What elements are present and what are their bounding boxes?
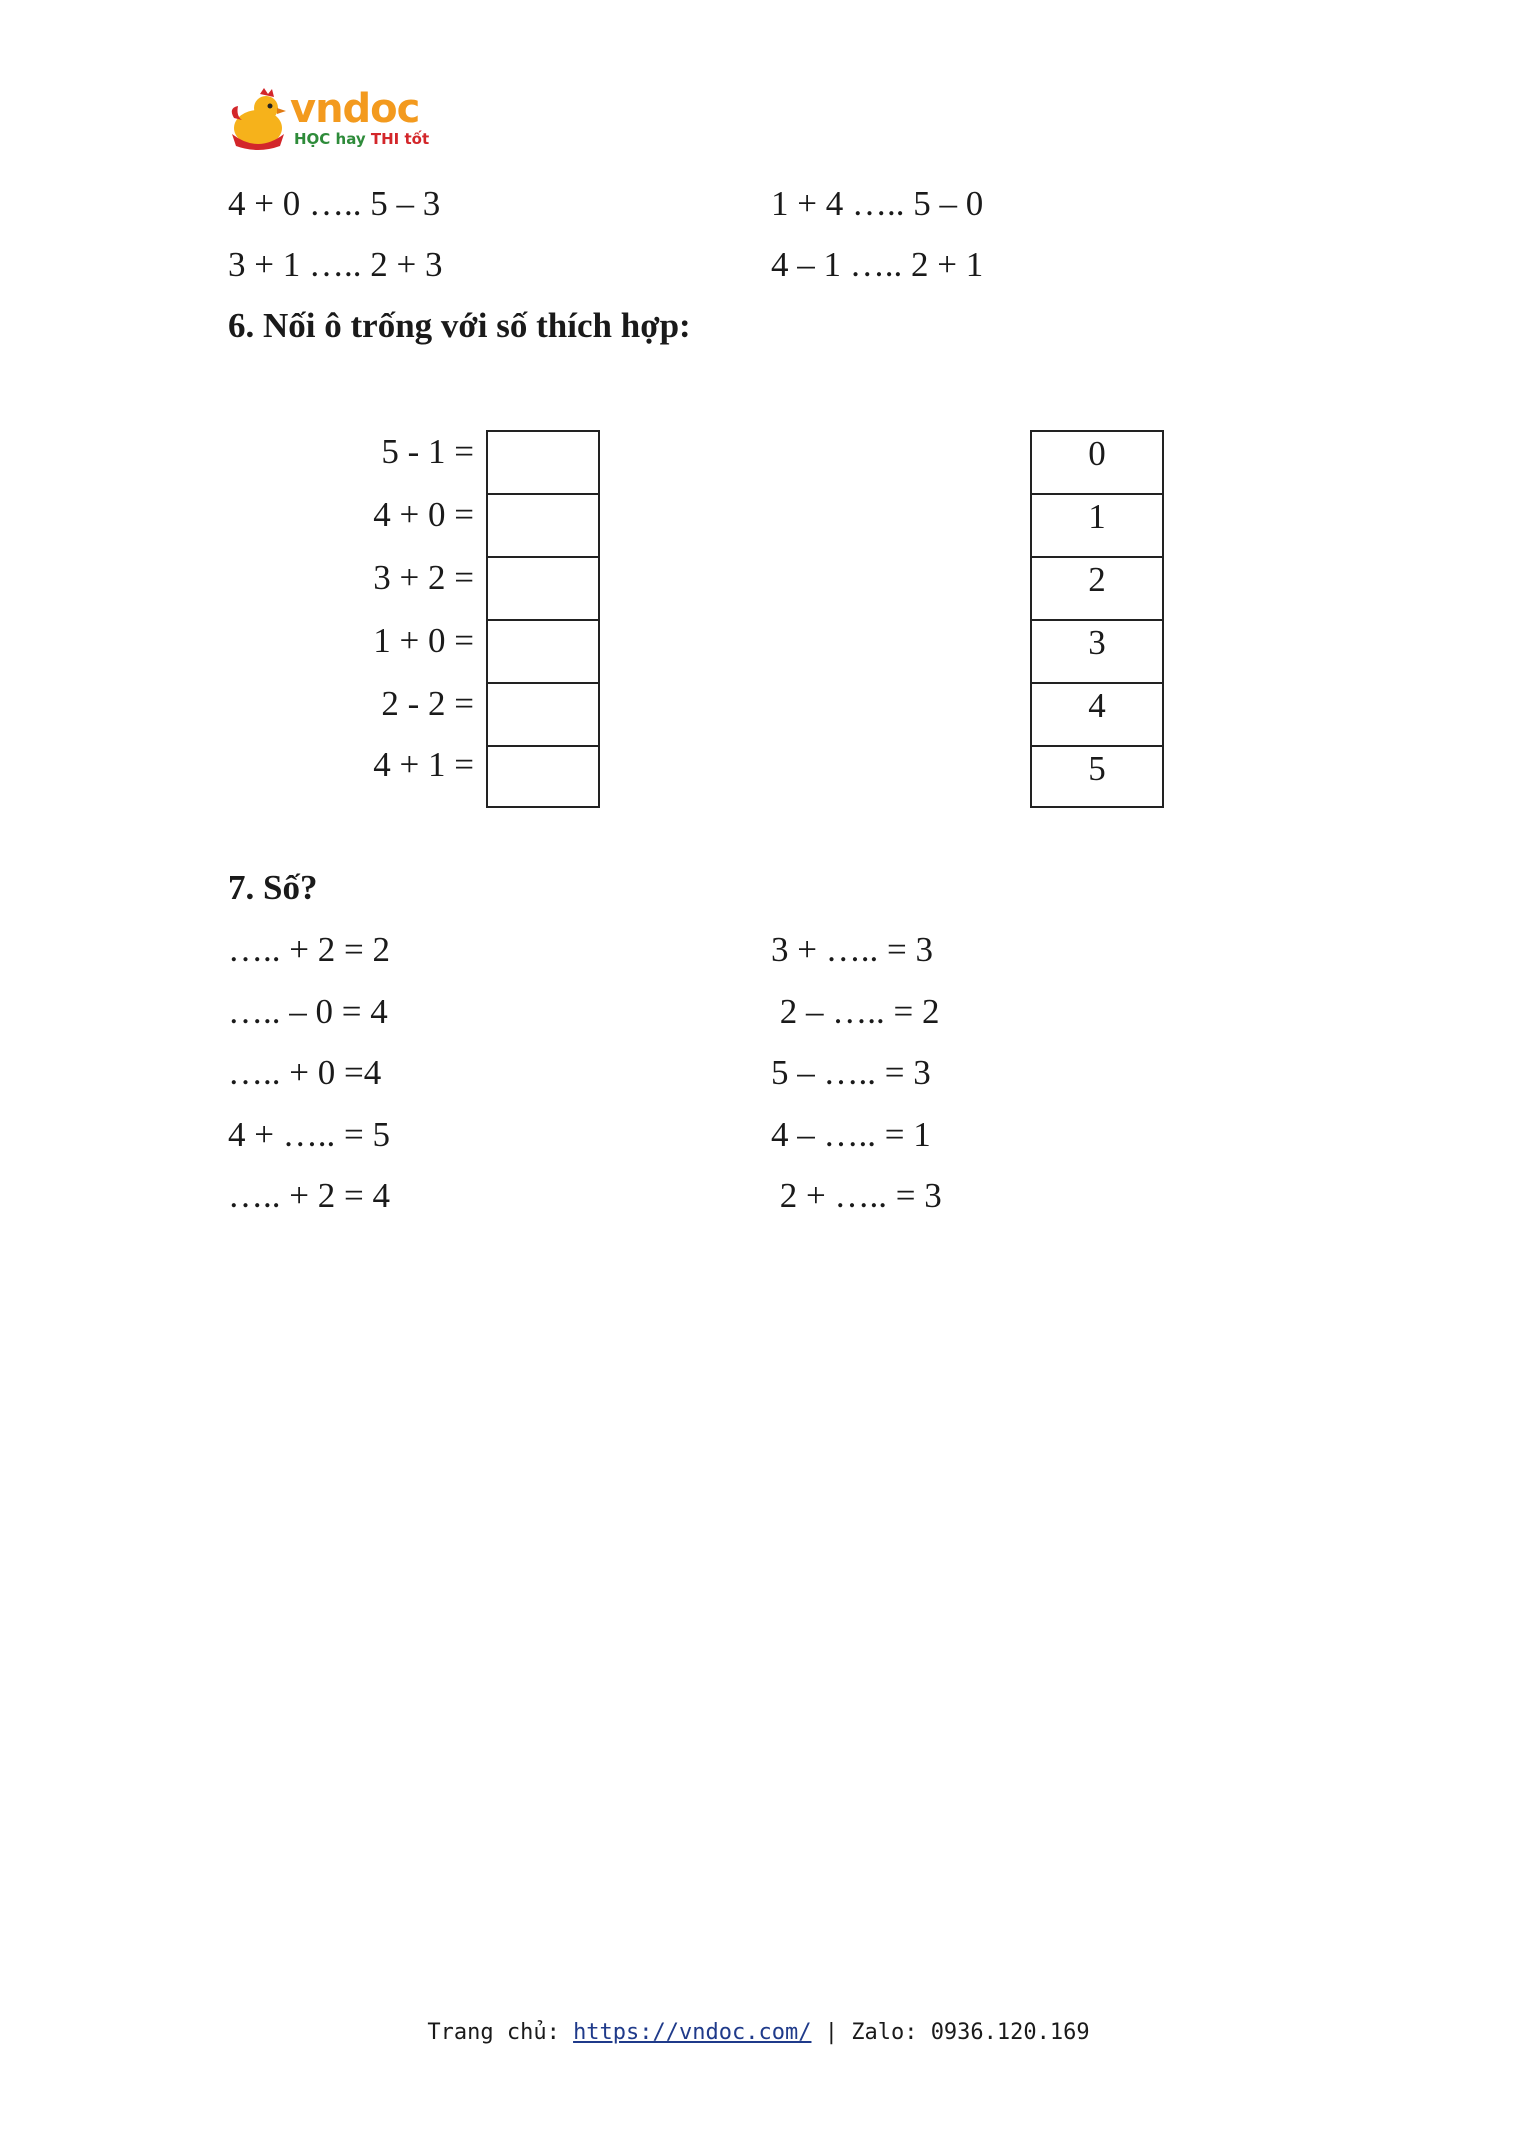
fill-left-1: ….. + 2 = 2 (228, 930, 390, 969)
answer-box-5[interactable] (486, 682, 600, 747)
compare-left-1: 4 + 0 ….. 5 – 3 (228, 184, 441, 223)
logo-brand-text: vndoc (290, 86, 420, 132)
number-box-2[interactable]: 2 (1030, 556, 1164, 621)
fill-right-5: 2 + ….. = 3 (771, 1176, 942, 1215)
footer-contact: | Zalo: 0936.120.169 (811, 2020, 1090, 2045)
number-box-1[interactable]: 1 (1030, 493, 1164, 558)
rooster-mascot-icon (228, 88, 298, 154)
match-equation-4: 1 + 0 = (373, 621, 474, 660)
match-equation-2: 4 + 0 = (373, 495, 474, 534)
fill-left-2: ….. – 0 = 4 (228, 992, 388, 1031)
fill-right-4: 4 – ….. = 1 (771, 1115, 931, 1154)
match-equation-1: 5 - 1 = (381, 432, 474, 471)
compare-left-2: 3 + 1 ….. 2 + 3 (228, 245, 443, 284)
answer-box-6[interactable] (486, 745, 600, 808)
number-box-0[interactable]: 0 (1030, 430, 1164, 495)
answer-box-2[interactable] (486, 493, 600, 558)
number-box-4[interactable]: 4 (1030, 682, 1164, 747)
fill-right-3: 5 – ….. = 3 (771, 1053, 931, 1092)
footer-prefix: Trang chủ: (427, 2020, 574, 2045)
answer-box-1[interactable] (486, 430, 600, 495)
compare-right-2: 4 – 1 ….. 2 + 1 (771, 245, 984, 284)
number-box-5[interactable]: 5 (1030, 745, 1164, 808)
page-footer (0, 2020, 1517, 2045)
fill-left-5: ….. + 2 = 4 (228, 1176, 390, 1215)
number-box-3[interactable]: 3 (1030, 619, 1164, 684)
homepage-link[interactable]: https://vndoc.com/ (573, 2020, 812, 2045)
fill-left-4: 4 + ….. = 5 (228, 1115, 390, 1154)
compare-right-1: 1 + 4 ….. 5 – 0 (771, 184, 984, 223)
match-equation-6: 4 + 1 = (373, 745, 474, 784)
answer-box-4[interactable] (486, 619, 600, 684)
fill-left-3: ….. + 0 =4 (228, 1053, 382, 1092)
match-equation-5: 2 - 2 = (381, 684, 474, 723)
answer-box-3[interactable] (486, 556, 600, 621)
match-equation-3: 3 + 2 = (373, 558, 474, 597)
fill-right-1: 3 + ….. = 3 (771, 930, 933, 969)
section-6-title: 6. Nối ô trống với số thích hợp: (228, 306, 691, 345)
fill-right-2: 2 – ….. = 2 (771, 992, 940, 1031)
section-7-title: 7. Số? (228, 868, 318, 907)
logo-tagline: HỌC hay THI tốt (294, 130, 430, 148)
